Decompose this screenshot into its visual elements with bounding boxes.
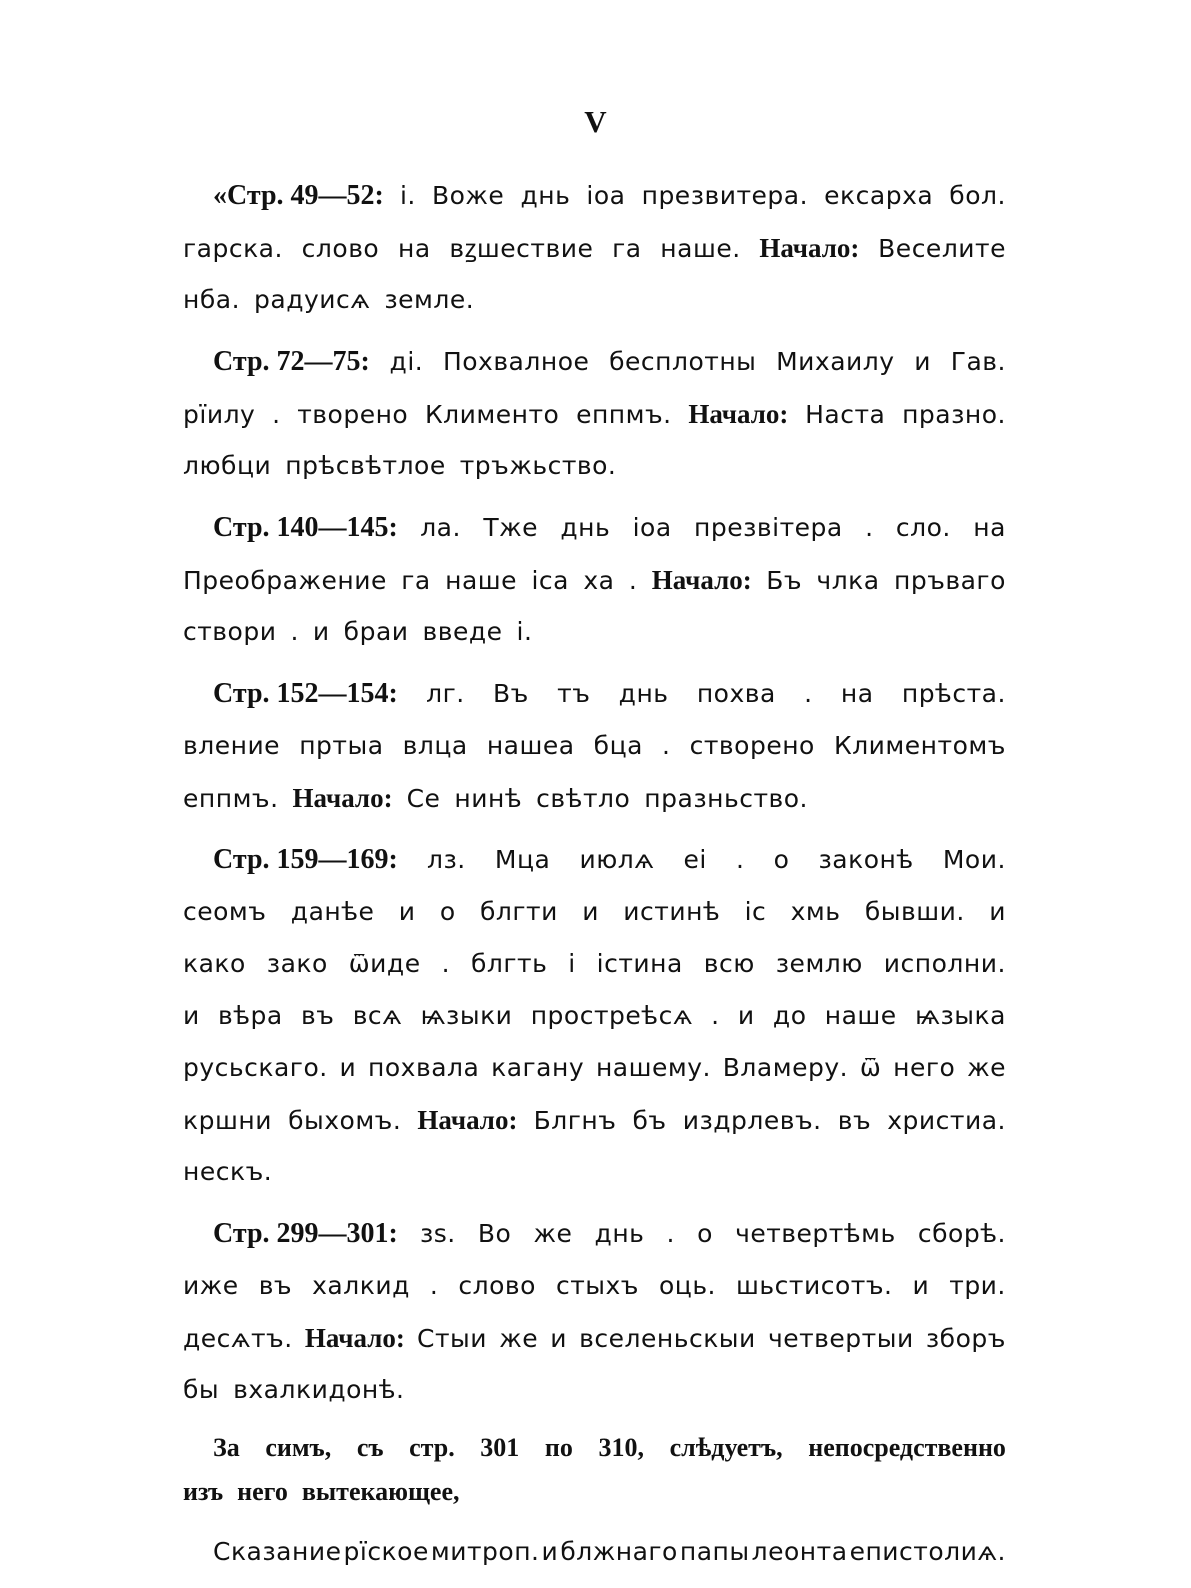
word: сло. <box>895 513 951 542</box>
text-line <box>183 1526 1006 1578</box>
word: За <box>213 1433 240 1462</box>
page-reference: Стр. 299—301: <box>213 1218 398 1249</box>
text-line <box>183 834 1006 886</box>
word: митроп. <box>430 1537 540 1566</box>
text-line <box>183 274 1006 326</box>
text-line <box>183 502 1006 554</box>
word: иже <box>183 1271 239 1300</box>
word: браи <box>343 617 409 646</box>
word: і. <box>516 617 533 646</box>
word: о <box>773 845 790 874</box>
word: всѧ <box>352 1001 403 1030</box>
word: нашему. <box>595 1053 711 1082</box>
word: оць. <box>659 1271 717 1300</box>
text-line <box>183 668 1006 720</box>
word: . <box>735 845 745 874</box>
word: бца <box>593 731 643 760</box>
word: законѣ <box>818 845 914 874</box>
catalog-entry <box>183 502 1006 658</box>
text-line <box>183 1094 1006 1146</box>
word: вхалкидонѣ. <box>233 1375 405 1404</box>
word: до <box>772 1001 807 1030</box>
word: и <box>312 617 330 646</box>
text-line <box>183 720 1006 772</box>
final-title <box>183 1526 1006 1578</box>
word: землю <box>775 949 863 978</box>
word: вление <box>183 731 281 760</box>
word: издрлевъ. <box>682 1106 822 1135</box>
word: Стыи <box>417 1324 488 1353</box>
word: наше <box>445 566 518 595</box>
word: земле. <box>384 285 475 314</box>
word: Преображение <box>183 566 387 595</box>
word: на <box>840 679 874 708</box>
word: епистолиѧ. <box>849 1537 1006 1566</box>
word: бы <box>183 1375 220 1404</box>
word: въ <box>301 1001 335 1030</box>
word: десѧтъ. <box>183 1324 293 1353</box>
entry-list <box>183 170 1006 1416</box>
word: іс <box>744 897 767 926</box>
word: сборѣ. <box>917 1219 1006 1248</box>
word: Се <box>406 784 441 813</box>
word: . <box>441 949 451 978</box>
word: наше <box>824 1001 897 1030</box>
word: три. <box>949 1271 1006 1300</box>
word: еппмъ. <box>183 784 279 813</box>
word: ѩзыка <box>914 1001 1006 1030</box>
incipit-label: Начало: <box>304 1323 405 1353</box>
word: и <box>339 1053 357 1082</box>
word: днь <box>520 181 571 210</box>
word: быхомъ. <box>288 1106 402 1135</box>
word: бол. <box>949 181 1006 210</box>
catalog-entry <box>183 170 1006 326</box>
word: прѣсвѣтлое <box>285 451 446 480</box>
word: слѣдуетъ, <box>669 1433 783 1462</box>
text-line <box>183 606 1006 658</box>
word: Сказание <box>213 1537 342 1566</box>
text-line <box>183 1208 1006 1260</box>
word: днь <box>594 1219 645 1248</box>
word: Вламеру. <box>722 1053 849 1082</box>
word: Бъ <box>766 566 803 595</box>
word: тъ <box>557 679 591 708</box>
word: бывши. <box>864 897 965 926</box>
word: прѣста. <box>901 679 1006 708</box>
word: вытекающее, <box>301 1477 460 1506</box>
word: исполни. <box>883 949 1006 978</box>
word: Гав. <box>950 347 1006 376</box>
page-reference: Стр. 152—154: <box>213 678 398 709</box>
word: рїское <box>343 1537 429 1566</box>
catalog-entry <box>183 668 1006 824</box>
word: простреѣсѧ <box>530 1001 693 1030</box>
word: презвітера <box>694 513 843 542</box>
word: і <box>568 949 576 978</box>
word: . <box>865 513 874 542</box>
word: . <box>429 1271 439 1300</box>
text-line <box>183 1042 1006 1094</box>
word: и <box>989 897 1006 926</box>
word: еі <box>683 845 707 874</box>
word: творено <box>297 400 409 429</box>
word: сеомъ <box>183 897 267 926</box>
word: Михаилу <box>776 347 895 376</box>
catalog-entry <box>183 1208 1006 1416</box>
word: четвертыи <box>767 1324 914 1353</box>
word: створи <box>183 617 277 646</box>
word: радуисѧ <box>254 285 371 314</box>
word: нескъ. <box>183 1157 273 1186</box>
word: и <box>737 1001 755 1030</box>
word: введе <box>422 617 503 646</box>
word: іоа <box>632 513 672 542</box>
word: 310, <box>598 1433 644 1462</box>
word: ѩзыки <box>420 1001 513 1030</box>
word: га <box>401 566 431 595</box>
word: пртыа <box>299 731 384 760</box>
word: блгть <box>470 949 548 978</box>
word: июлѧ <box>579 845 655 874</box>
text-line <box>183 938 1006 990</box>
word: слово <box>301 234 380 263</box>
text-line <box>183 1146 1006 1198</box>
editorial-note <box>183 1426 1006 1514</box>
word: блжнаго <box>560 1537 678 1566</box>
word: презвитера. <box>641 181 809 210</box>
word: вꙁшествие <box>449 234 594 263</box>
word: ді. <box>389 347 424 376</box>
word: рїилу <box>183 400 256 429</box>
word: него <box>237 1477 288 1506</box>
word: же <box>533 1219 573 1248</box>
text-line <box>183 222 1006 274</box>
word: слово <box>458 1271 536 1300</box>
word: Во <box>477 1219 512 1248</box>
word: празно. <box>902 400 1006 429</box>
page-number: V <box>584 104 607 139</box>
word: . <box>628 566 638 595</box>
word: хмь <box>790 897 841 926</box>
word: истинѣ <box>623 897 721 926</box>
word: празньство. <box>644 784 808 813</box>
text-line <box>183 170 1006 222</box>
incipit-label: Начало: <box>759 233 860 263</box>
word: въ <box>837 1106 872 1135</box>
word: Веселите <box>878 234 1006 263</box>
word: и <box>582 897 599 926</box>
text-line <box>183 990 1006 1042</box>
catalog-entry <box>183 834 1006 1198</box>
word: русьскаго. <box>183 1053 328 1082</box>
word: Воже <box>431 181 505 210</box>
text-line <box>183 388 1006 440</box>
word: вселеньскыи <box>579 1324 756 1353</box>
word: еппмъ. <box>576 400 672 429</box>
word: халкид <box>312 1271 410 1300</box>
word: похвала <box>368 1053 480 1082</box>
word: зѕ. <box>419 1219 456 1248</box>
page-body <box>183 170 1006 1578</box>
text-line <box>183 772 1006 824</box>
word: Въ <box>493 679 529 708</box>
word: и <box>398 897 416 926</box>
word: кршни <box>183 1106 272 1135</box>
word: свѣтло <box>536 784 631 813</box>
text-line <box>183 1312 1006 1364</box>
word: . <box>662 731 671 760</box>
word: нинѣ <box>454 784 523 813</box>
page-reference: Стр. 72—75: <box>213 346 370 377</box>
word: и <box>550 1324 567 1353</box>
word: бъ <box>632 1106 667 1135</box>
page-reference: Стр. 159—169: <box>213 844 398 875</box>
word: пръваго <box>894 566 1006 595</box>
word: изъ <box>183 1477 224 1506</box>
word: Наста <box>805 400 886 429</box>
word: Похвалное <box>442 347 590 376</box>
word: ексарха <box>824 181 934 210</box>
text-line <box>183 1426 1006 1470</box>
word: днь <box>560 513 611 542</box>
word: симъ, <box>265 1433 332 1462</box>
word: . <box>711 1001 720 1030</box>
word: . <box>804 679 813 708</box>
word: тръжьство. <box>459 451 617 480</box>
word: . <box>290 617 299 646</box>
text-line <box>183 554 1006 606</box>
text-line <box>183 1260 1006 1312</box>
word: о <box>697 1219 713 1248</box>
page-reference: «Стр. 49—52: <box>213 180 384 211</box>
word: о <box>439 897 456 926</box>
incipit-label: Начало: <box>688 399 789 429</box>
word: стр. <box>409 1433 455 1462</box>
word: вѣра <box>218 1001 283 1030</box>
word: Блгнъ <box>533 1106 617 1135</box>
word: Мца <box>494 845 551 874</box>
word: съ <box>356 1433 384 1462</box>
word: стыхъ <box>555 1271 639 1300</box>
catalog-entry <box>183 336 1006 492</box>
word: ха <box>583 566 615 595</box>
word: члка <box>816 566 880 595</box>
word: блгти <box>480 897 558 926</box>
word: створено <box>689 731 815 760</box>
word: влца <box>402 731 468 760</box>
word: нба. <box>183 285 241 314</box>
incipit-label: Начало: <box>651 565 752 595</box>
word: днь <box>618 679 669 708</box>
word: зако <box>266 949 328 978</box>
word: га <box>612 234 642 263</box>
word: него <box>893 1053 956 1082</box>
word: похва <box>696 679 776 708</box>
word: зборъ <box>925 1324 1006 1353</box>
text-line <box>183 440 1006 492</box>
word: іса <box>531 566 569 595</box>
word: по <box>544 1433 573 1462</box>
word: любци <box>183 451 272 480</box>
word: іоа <box>586 181 626 210</box>
word: леонта <box>751 1537 848 1566</box>
word: ѿиде <box>348 949 421 978</box>
word: непосредственно <box>808 1433 1006 1462</box>
word: шьстисотъ. <box>736 1271 893 1300</box>
word: наше. <box>660 234 741 263</box>
word: и <box>912 1271 930 1300</box>
word: істина <box>596 949 683 978</box>
word: христиа. <box>887 1106 1006 1135</box>
word: гарска. <box>183 234 283 263</box>
word: четвертѣмь <box>735 1219 896 1248</box>
word: 301 <box>480 1433 520 1462</box>
word: на <box>973 513 1006 542</box>
word: ѿ <box>859 1053 882 1082</box>
text-line <box>183 886 1006 938</box>
word: папы <box>679 1537 750 1566</box>
word: . <box>666 1219 675 1248</box>
word: ла. <box>420 513 461 542</box>
word: и <box>914 347 932 376</box>
page-reference: Стр. 140—145: <box>213 512 398 543</box>
word: бесплотны <box>609 347 757 376</box>
incipit-label: Начало: <box>292 783 393 813</box>
word: и <box>183 1001 200 1030</box>
word: . <box>272 400 281 429</box>
word: кагану <box>491 1053 585 1082</box>
word: лг. <box>426 679 465 708</box>
word: въ <box>258 1271 293 1300</box>
text-line <box>183 1470 1006 1514</box>
word: Тже <box>483 513 538 542</box>
word: всю <box>703 949 755 978</box>
word: и <box>541 1537 559 1566</box>
word: лз. <box>427 845 466 874</box>
word: і. <box>399 181 416 210</box>
word: Клименто <box>424 400 560 429</box>
word: же <box>967 1053 1006 1082</box>
text-line <box>183 1364 1006 1416</box>
word: данѣе <box>290 897 375 926</box>
incipit-label: Начало: <box>417 1105 518 1135</box>
word: же <box>499 1324 539 1353</box>
text-line <box>183 336 1006 388</box>
word: како <box>183 949 246 978</box>
word: на <box>397 234 431 263</box>
word: нашеа <box>486 731 575 760</box>
word: Климентомъ <box>833 731 1006 760</box>
word: Мои. <box>942 845 1006 874</box>
